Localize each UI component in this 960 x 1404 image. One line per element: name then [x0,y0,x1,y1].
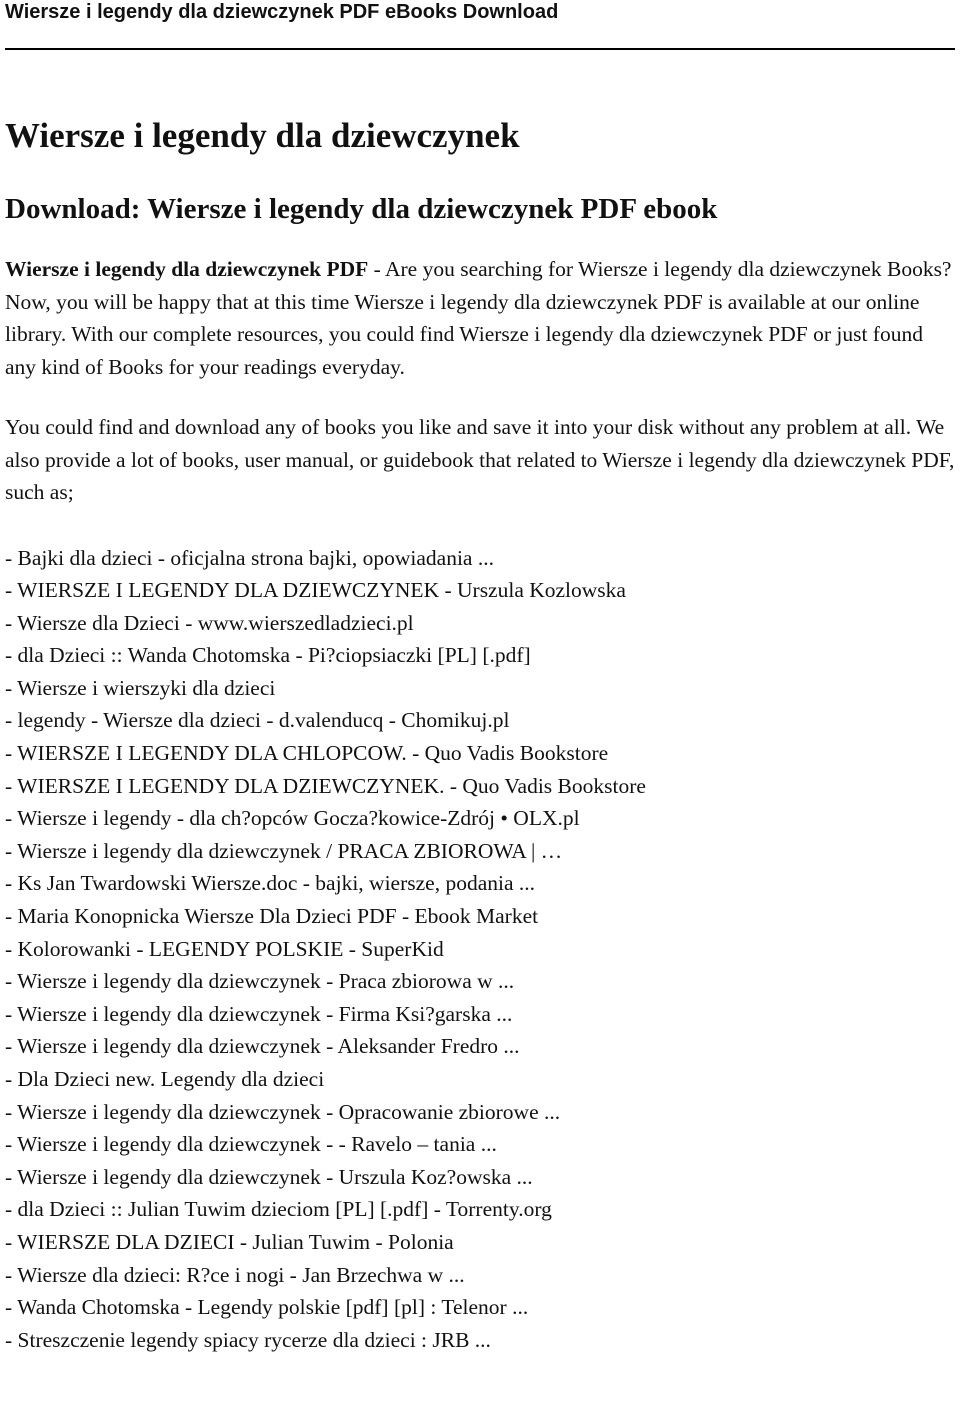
list-item[interactable]: - dla Dzieci :: Julian Tuwim dzieciom [PL] [.pdf] - Torrenty.org [5,1197,552,1222]
list-item[interactable]: - legendy - Wiersze dla dzieci - d.valenducq - Chomikuj.pl [5,708,510,733]
list-item[interactable]: - Dla Dzieci new. Legendy dla dzieci [5,1067,325,1091]
document-body [5,110,955,1356]
header-divider [5,48,955,50]
list-item[interactable]: - WIERSZE DLA DZIECI - Julian Tuwim - Polonia [5,1229,454,1254]
related-books-paragraph: You could find and download any of books you like and save it into your disk without any problem at all. We also provide a lot of books, user manual, or guidebook that related to Wiersze i legendy dla dziewczynek PDF, such as; [5,415,955,504]
list-item[interactable]: - WIERSZE I LEGENDY DLA DZIEWCZYNEK. - Quo Vadis Bookstore [5,773,646,798]
page-header-title: Wiersze i legendy dla dziewczynek PDF eBooks Download [5,1,559,23]
list-item[interactable]: - Ks Jan Twardowski Wiersze.doc - bajki, wiersze, podania ... [5,871,536,896]
list-item[interactable]: - Wiersze i wierszyki dla dzieci [5,675,276,700]
list-item[interactable]: - Wiersze i legendy dla dziewczynek / PRACA ZBIOROWA | … [5,838,563,863]
list-item[interactable]: - Wanda Chotomska - Legendy polskie [pdf] [pl] : Telenor ... [5,1295,529,1320]
document-title: Wiersze i legendy dla dziewczynek [5,116,520,155]
list-item[interactable]: - Bajki dla dzieci - oficjalna strona bajki, opowiadania ... [5,545,494,570]
list-item[interactable]: - Wiersze i legendy dla dziewczynek - Firma Ksi?garska ... [5,1001,513,1026]
list-item[interactable]: - Wiersze i legendy dla dziewczynek - Aleksander Fredro ... [5,1034,520,1059]
list-item[interactable]: - WIERSZE I LEGENDY DLA DZIEWCZYNEK - Urszula Kozlowska [5,578,626,603]
list-item[interactable]: - Maria Konopnicka Wiersze Dla Dzieci PDF - Ebook Market [5,904,539,929]
list-item[interactable]: - Wiersze i legendy - dla ch?opców Gocza?kowice-Zdrój • OLX.pl [5,806,580,831]
list-item[interactable]: - Wiersze dla Dzieci - www.wierszedladzieci.pl [5,610,414,635]
list-item[interactable]: - Kolorowanki - LEGENDY POLSKIE - SuperKid [5,936,444,961]
list-item[interactable]: - Streszczenie legendy spiacy rycerze dla dzieci : JRB ... [5,1327,491,1352]
document-subtitle: Download: Wiersze i legendy dla dziewczynek PDF ebook [5,193,718,225]
related-links-list [5,542,955,1357]
list-item[interactable]: - dla Dzieci :: Wanda Chotomska - Pi?ciopsiaczki [PL] [.pdf] [5,643,531,668]
intro-text: - Are you searching for Wiersze i legendy dla dziewczynek Books? Now, you will be happy that at this time Wiersze i legendy dla dziewczynek PDF is available at our online library. With our complete resources, you could find Wiersze i legendy dla dziewczynek PDF or just found any kind of Books for your readings everyday. [5,257,952,379]
list-item[interactable]: - WIERSZE I LEGENDY DLA CHLOPCOW. - Quo Vadis Bookstore [5,741,609,766]
list-item[interactable]: - Wiersze i legendy dla dziewczynek - Opracowanie zbiorowe ... [5,1099,561,1124]
list-item[interactable]: - Wiersze dla dzieci: R?ce i nogi - Jan Brzechwa w ... [5,1262,465,1287]
list-item[interactable]: - Wiersze i legendy dla dziewczynek - Praca zbiorowa w ... [5,969,515,994]
intro-paragraph [5,253,955,383]
list-item[interactable]: - Wiersze i legendy dla dziewczynek - - Ravelo – tania ... [5,1132,497,1157]
intro-bold-text: Wiersze i legendy dla dziewczynek PDF [5,257,369,281]
list-item[interactable]: - Wiersze i legendy dla dziewczynek - Urszula Koz?owska ... [5,1164,533,1189]
